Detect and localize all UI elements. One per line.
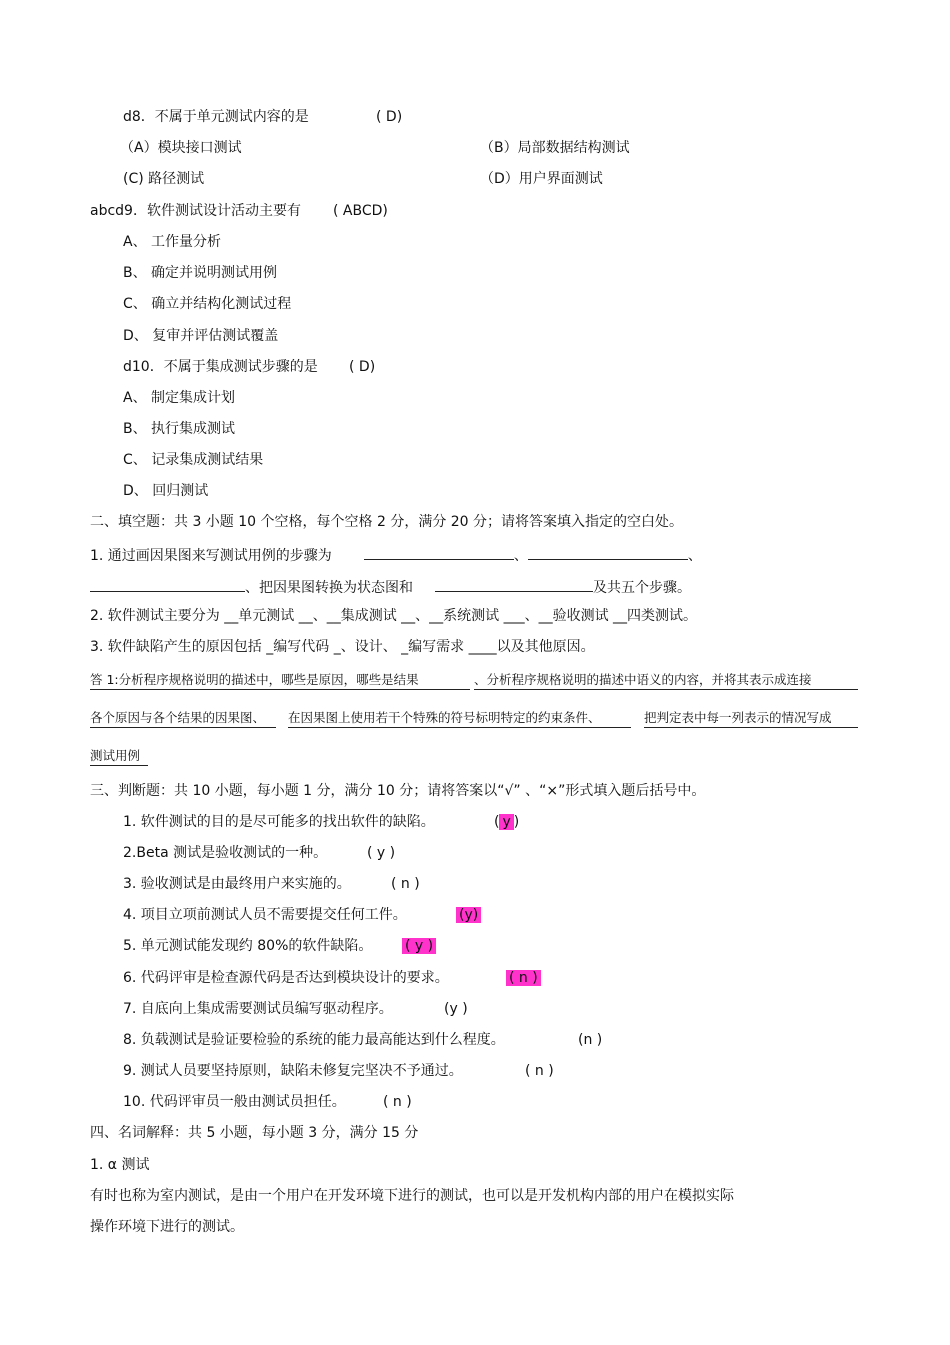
fill-q1-text-cont [90, 577, 691, 597]
judge-item: 10. 代码评审员一般由测试员担任。 [123, 1094, 346, 1110]
q8-stem: d8．不属于单元测试内容的是 [123, 109, 309, 125]
q10-answer: ( D) [349, 359, 376, 375]
q9-option: A、 工作量分析 [123, 234, 222, 250]
term-definition-line: 有时也称为室内测试，是由一个用户在开发环境下进行的测试，也可以是开发机构内部的用户在模拟实际 [90, 1188, 734, 1204]
q9-stem: abcd9．软件测试设计活动主要有 [90, 203, 301, 219]
judge-item: 3. 验收测试是由最终用户来实施的。 [123, 876, 351, 892]
judge-answer: (n ) [578, 1032, 603, 1048]
fill-q1-mid: 、把因果图转换为状态图和 [245, 580, 413, 596]
judge-item: 7. 自底向上集成需要测试员编写驱动程序。 [123, 1001, 393, 1017]
judge-answer: ( y ) [367, 845, 396, 861]
fill-q1-end: 及共五个步骤。 [593, 580, 691, 596]
fill-blank [364, 545, 514, 560]
q8-option-d: （D）用户界面测试 [480, 171, 603, 187]
fill-q1-text [90, 545, 702, 565]
fill-blank [435, 577, 593, 592]
judge-answer-highlight: (y) [456, 907, 481, 923]
judge-answer: ( n ) [383, 1094, 412, 1110]
fill-q2: 2. 软件测试主要分为 __单元测试 __、__集成测试 __、__系统测试 ___、__验收测试 __四类测试。 [90, 608, 698, 624]
judge-section-heading: 三、判断题：共 10 小题，每小题 1 分，满分 10 分；请将答案以“√” 、“×”形式填入题后括号中。 [90, 783, 706, 799]
judge-item: 5. 单元测试能发现约 80%的软件缺陷。 [123, 938, 373, 954]
paren-close: ) [513, 814, 520, 830]
q8-option-c: (C) 路径测试 [123, 171, 205, 187]
fill-q1-prompt: 1. 通过画因果图来写测试用例的步骤为 [90, 548, 332, 564]
fill-q3: 3. 软件缺陷产生的原因包括 _编写代码 _、设计、 _编写需求 ____以及其他原因。 [90, 639, 595, 655]
judge-item: 2.Beta 测试是验收测试的一种。 [123, 845, 328, 861]
judge-answer-highlight: ( y ) [402, 938, 436, 954]
judge-item: 1. 软件测试的目的是尽可能多的找出软件的缺陷。 [123, 814, 435, 830]
fill-blank [90, 577, 245, 592]
fill-blank [528, 545, 688, 560]
paren-open: ( [494, 814, 500, 830]
judge-answer: ( n ) [525, 1063, 554, 1079]
judge-item: 9. 测试人员要坚持原则，缺陷未修复完坚决不予通过。 [123, 1063, 463, 1079]
fill-q1-separator: 、 [687, 548, 702, 564]
answer-line: 各个原因与各个结果的因果图、 [90, 709, 276, 728]
judge-answer: ( n ) [391, 876, 420, 892]
answer-line: 把判定表中每一列表示的情况写成 [644, 709, 858, 728]
judge-answer [494, 813, 519, 831]
judge-answer-highlight: ( n ) [506, 970, 541, 986]
judge-answer [506, 969, 541, 987]
judge-answer [402, 937, 436, 955]
answer-line: 测试用例 [90, 747, 148, 766]
judge-answer-highlight: y [499, 814, 513, 830]
term-definition-line: 操作环境下进行的测试。 [90, 1219, 244, 1235]
q8-option-a: （A）模块接口测试 [120, 140, 242, 156]
terms-section-heading: 四、名词解释：共 5 小题，每小题 3 分，满分 15 分 [90, 1125, 419, 1141]
q9-option: D、 复审并评估测试覆盖 [123, 328, 279, 344]
q8-option-b: （B）局部数据结构测试 [480, 140, 630, 156]
fill-section-heading: 二、填空题：共 3 小题 10 个空格，每个空格 2 分，满分 20 分；请将答案填入指定的空白处。 [90, 514, 684, 530]
q10-stem: d10．不属于集成测试步骤的是 [123, 359, 318, 375]
q10-option: B、 执行集成测试 [123, 421, 236, 437]
judge-item: 4. 项目立项前测试人员不需要提交任何工件。 [123, 907, 407, 923]
answer-line: 答 1:分析程序规格说明的描述中，哪些是原因，哪些是结果 [90, 671, 470, 690]
judge-item: 8. 负载测试是验证要检验的系统的能力最高能达到什么程度。 [123, 1032, 505, 1048]
answer-line: 、分析程序规格说明的描述中语义的内容，并将其表示成连接 [474, 671, 858, 690]
term-title: 1. α 测试 [90, 1157, 150, 1173]
q9-option: B、 确定并说明测试用例 [123, 265, 278, 281]
judge-item: 6. 代码评审是检查源代码是否达到模块设计的要求。 [123, 970, 449, 986]
fill-q1-separator: 、 [513, 548, 528, 564]
answer-line: 在因果图上使用若干个特殊的符号标明特定的约束条件、 [288, 709, 631, 728]
q9-answer: ( ABCD) [333, 203, 388, 219]
q9-option: C、 确立并结构化测试过程 [123, 296, 292, 312]
judge-answer: (y ) [444, 1001, 468, 1017]
q10-option: C、 记录集成测试结果 [123, 452, 264, 468]
q8-answer: ( D) [376, 109, 403, 125]
judge-answer [456, 906, 481, 924]
q10-option: A、 制定集成计划 [123, 390, 236, 406]
q10-option: D、 回归测试 [123, 483, 209, 499]
